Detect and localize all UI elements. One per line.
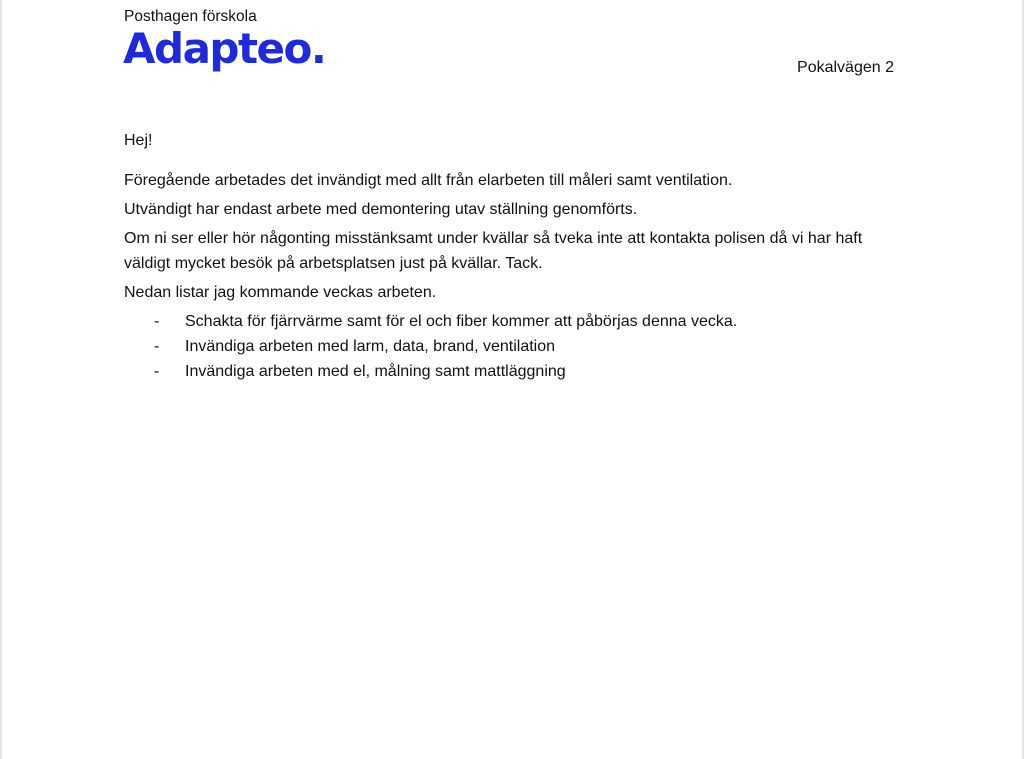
school-name: Posthagen förskola [124,8,257,25]
adapteo-logo: Adapteo. [123,24,326,73]
list-item-text: Schakta för fjärrvärme samt för el och fiber kommer att påbörjas denna vecka. [185,313,738,330]
bullet-dash: - [154,338,160,355]
bullet-dash: - [154,313,160,330]
letter-body [124,128,904,384]
paragraph: Utvändigt har endast arbete med demontering utav ställning genomförts. [124,201,638,218]
work-list [124,309,904,384]
bullet-dash: - [154,363,160,380]
list-item [124,334,904,359]
paragraph: Nedan listar jag kommande veckas arbeten. [124,284,437,301]
list-item-text: Invändiga arbeten med larm, data, brand, ventilation [185,338,556,355]
list-item [124,359,904,384]
greeting: Hej! [124,132,153,149]
paragraph: Om ni ser eller hör någonting misstänksamt under kvällar så tveka inte att kontakta polisen då vi har haft väldigt mycket besök på arbetsplatsen just på kvällar. Tack. [124,230,863,272]
address: Pokalvägen 2 [797,59,894,76]
list-item [124,309,904,334]
list-item-text: Invändiga arbeten med el, målning samt mattläggning [185,363,566,380]
paragraph: Föregående arbetades det invändigt med allt från elarbeten till måleri samt ventilation. [124,172,733,189]
